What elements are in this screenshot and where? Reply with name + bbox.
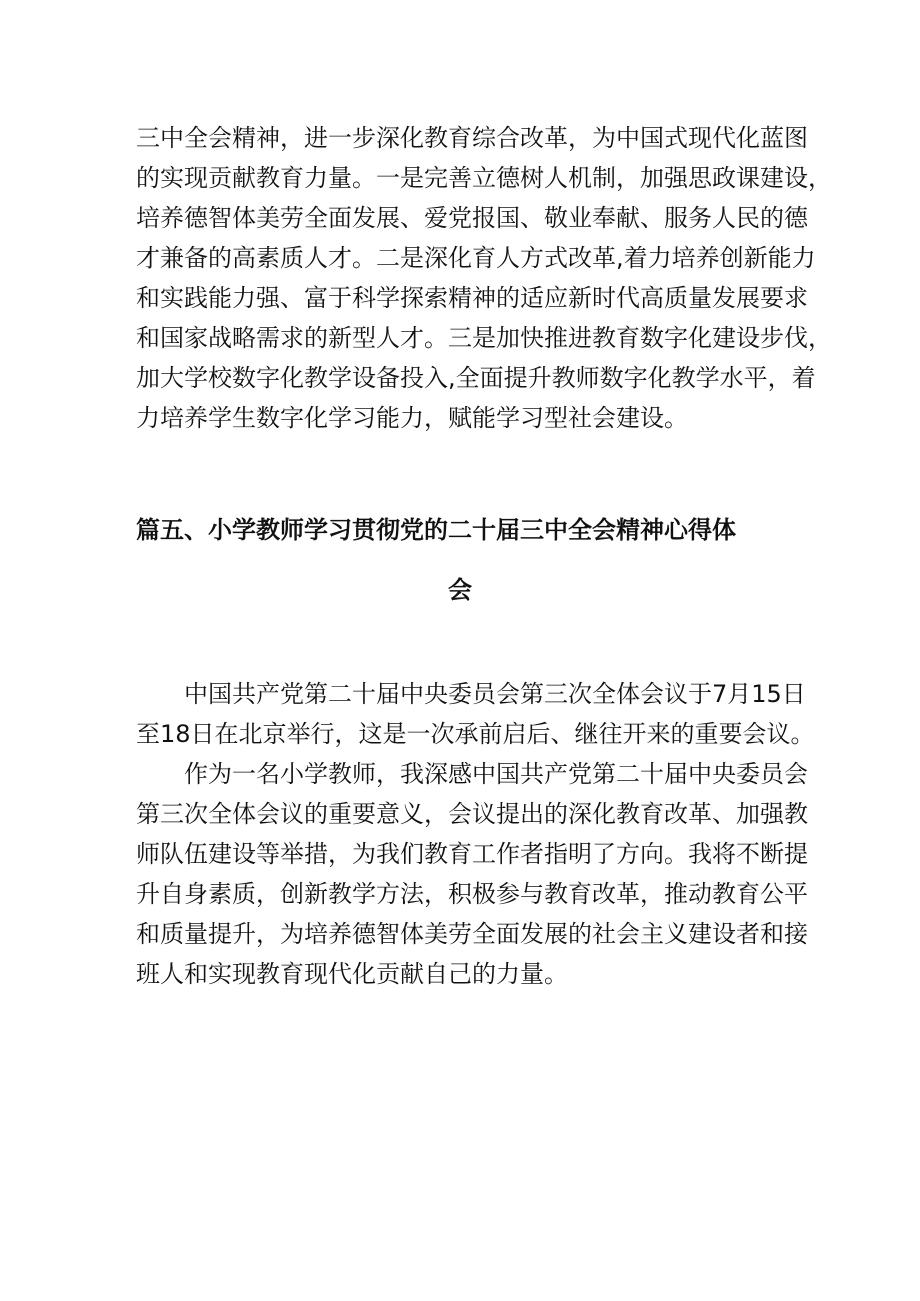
paragraph-line: 三中全会精神，进一步深化教育综合改革，为中国式现代化蓝图 <box>136 124 808 152</box>
paragraph-line: 中国共产党第二十届中央委员会第三次全体会议于7月15日 <box>184 680 806 708</box>
paragraph-line: 培养德智体美劳全面发展、爱党报国、敬业奉献、服务人民的德 <box>136 204 808 232</box>
paragraph-line: 班人和实现教育现代化贡献自己的力量。 <box>136 960 568 988</box>
paragraph-line: 和国家战略需求的新型人才。三是加快推进教育数字化建设步伐， <box>136 324 832 352</box>
paragraph-line: 作为一名小学教师，我深感中国共产党第二十届中央委员会 <box>184 760 808 788</box>
paragraph-line: 力培养学生数字化学习能力，赋能学习型社会建设。 <box>136 404 688 432</box>
paragraph-line: 才兼备的高素质人才。二是深化育人方式改革,着力培养创新能力 <box>136 244 816 272</box>
paragraph-line: 第三次全体会议的重要意义，会议提出的深化教育改革、加强教 <box>136 800 808 828</box>
paragraph-line: 和实践能力强、富于科学探索精神的适应新时代高质量发展要求 <box>136 284 808 312</box>
section-heading-line-1: 篇五、小学教师学习贯彻党的二十届三中全会精神心得体 <box>136 516 736 544</box>
paragraph-line: 至18日在北京举行，这是一次承前启后、继往开来的重要会议。 <box>136 720 815 748</box>
paragraph-line: 和质量提升，为培养德智体美劳全面发展的社会主义建设者和接 <box>136 920 808 948</box>
paragraph-line: 师队伍建设等举措，为我们教育工作者指明了方向。我将不断提 <box>136 840 808 868</box>
paragraph-line: 升自身素质，创新教学方法，积极参与教育改革，推动教育公平 <box>136 880 808 908</box>
section-heading-line-2: 会 <box>448 576 472 604</box>
paragraph-line: 加大学校数字化教学设备投入,全面提升教师数字化教学水平，着 <box>136 364 816 392</box>
paragraph-line: 的实现贡献教育力量。一是完善立德树人机制，加强思政课建设， <box>136 164 832 192</box>
